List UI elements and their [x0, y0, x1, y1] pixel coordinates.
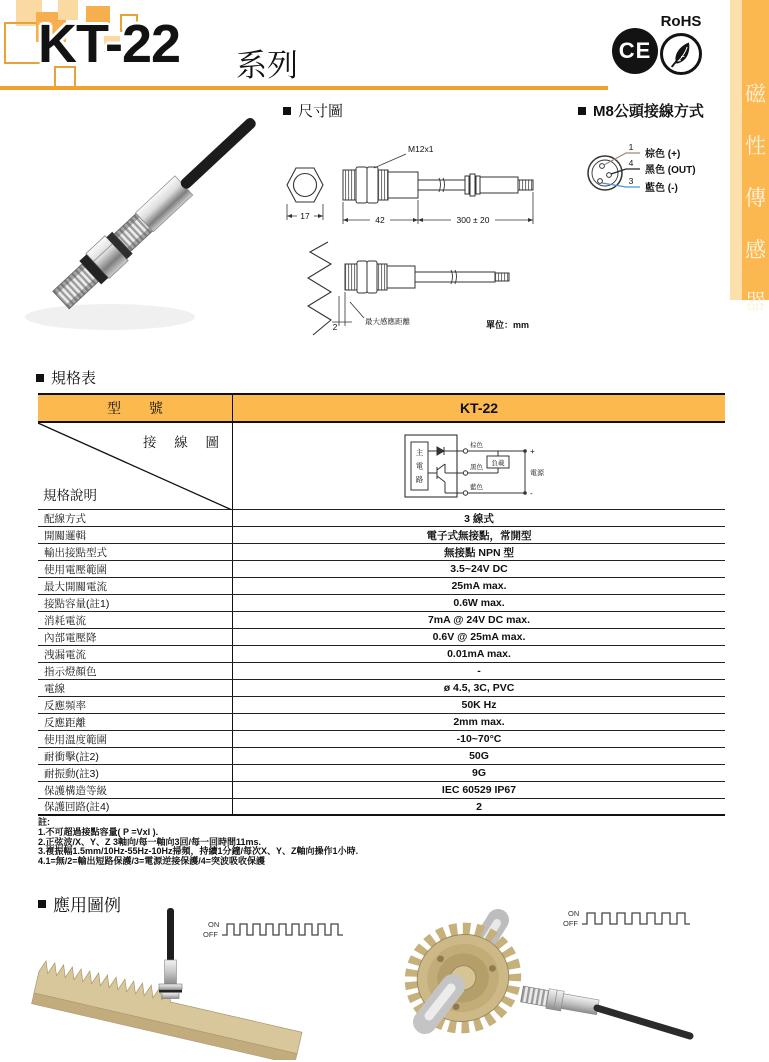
spec-row-label: 指示燈顏色	[44, 665, 97, 678]
pin-1	[600, 164, 605, 169]
spec-desc-label: 規格說明	[43, 488, 97, 503]
gear-teeth-profile	[308, 242, 331, 335]
spec-row	[38, 765, 725, 782]
minus-terminal: -	[530, 489, 533, 498]
page-subtitle: 系列	[236, 48, 298, 83]
spec-row-label: 保護構造等級	[44, 784, 107, 797]
m8-section-heading	[578, 100, 704, 121]
spec-row-label: 使用電壓範圍	[44, 563, 107, 576]
note-line: 3.複振幅1.5mm/10Hz-55Hz-10Hz掃頻，持續1分鐘/每次X、Y、Z軸向操作1小時.	[38, 846, 359, 857]
spec-row-label: 保護回路(註4)	[44, 801, 110, 813]
square-bullet-icon	[283, 107, 291, 115]
spec-row	[38, 595, 725, 612]
hex-nut-front-view	[287, 168, 323, 202]
spec-row-value: 2	[232, 799, 725, 814]
spec-row-value: 無接點 NPN 型	[232, 544, 725, 560]
m8-section-title: M8公頭接線方式	[593, 103, 704, 120]
wiring-diagram-label: 接 線 圖	[142, 435, 226, 450]
sidebar-char: 傳	[745, 187, 766, 210]
spec-row	[38, 748, 725, 765]
pointing-sensor	[520, 984, 599, 1017]
spec-row-value: -	[232, 663, 725, 679]
model-value-cell: KT-22	[232, 395, 725, 421]
square-wave	[582, 913, 690, 924]
spec-row-value: 3 線式	[232, 510, 725, 526]
square-wave	[222, 924, 343, 935]
waveform-on-label: ON	[568, 909, 580, 918]
application-rack-image	[15, 908, 355, 1060]
spec-row-label: 反應頻率	[44, 699, 86, 712]
spec-row-value: 電子式無接點，常開型	[232, 527, 725, 543]
spec-row-label: 消耗電流	[44, 614, 86, 627]
note-line: 2.正弦波/X、Y、Z 3軸向/每一軸向3回/每一回時間11ms.	[38, 836, 262, 847]
spec-section-title: 規格表	[51, 370, 97, 387]
sidebar-char: 感	[745, 239, 766, 262]
m8-pinout-diagram	[578, 135, 733, 205]
black-wire-label: 黑色	[470, 464, 483, 471]
pin3-label: 藍色 (-)	[645, 183, 678, 194]
spec-row-label: 耐衝擊(註2)	[44, 750, 99, 763]
pin-3	[598, 179, 603, 184]
spec-row	[38, 561, 725, 578]
spec-table-header	[38, 393, 725, 423]
spec-row-label: 開關邏輯	[44, 529, 86, 542]
spec-row-label: 配線方式	[44, 512, 86, 525]
body-length-value: 42	[375, 215, 385, 225]
wiring-circuit-diagram	[399, 427, 559, 505]
header-underline	[0, 86, 608, 90]
sensor-side-view	[343, 167, 533, 203]
page-title: KT-22	[38, 14, 181, 74]
notes-title: 註:	[38, 817, 50, 827]
square-bullet-icon	[36, 374, 44, 382]
spec-row-label: 內部電壓降	[44, 631, 97, 644]
spec-row-label: 使用溫度範圍	[44, 733, 107, 746]
square-bullet-icon	[578, 107, 586, 115]
spec-row	[38, 731, 725, 748]
spec-row-value: IEC 60529 IP67	[232, 782, 725, 798]
sensing-distance-drawing	[258, 240, 558, 342]
cable-length-value: 300 ± 20	[456, 215, 490, 225]
gap-value: 2	[332, 322, 338, 332]
sidebar-char: 器	[745, 291, 766, 314]
load-label: 負載	[491, 460, 505, 467]
main-circuit-label: 主電路	[415, 448, 424, 484]
spec-row-label: 接點容量(註1)	[44, 597, 110, 610]
dimension-section-heading	[283, 100, 343, 121]
spec-row	[38, 714, 725, 731]
applications-section-title: 應用圖例	[53, 896, 121, 915]
product-photo	[15, 112, 260, 352]
brown-wire-label: 棕色	[470, 442, 483, 449]
notes-block	[38, 818, 358, 867]
rohs-leaf-icon	[660, 33, 702, 75]
spec-row	[38, 544, 725, 561]
spec-row-value: 3.5~24V DC	[232, 561, 725, 577]
pin4-wire-black	[611, 169, 640, 174]
wiring-circuit-cell	[232, 423, 725, 509]
spec-row	[38, 629, 725, 646]
spec-row-value: 9G	[232, 765, 725, 781]
ce-mark-icon: CE	[612, 28, 658, 74]
pin1-number: 1	[628, 142, 634, 152]
spec-row	[38, 799, 725, 816]
spec-row-label: 耐振動(註3)	[44, 767, 99, 780]
square-bullet-icon	[38, 900, 46, 908]
note-line: 4.1=無/2=輸出短路保護/3=電源逆接保護/4=突波吸收保護	[38, 856, 266, 867]
sensor-side-view-2	[345, 261, 509, 293]
rohs-label: RoHS	[660, 13, 702, 30]
pin-4	[607, 173, 612, 178]
spec-row-value: 50K Hz	[232, 697, 725, 713]
pin1-wire-brown	[604, 153, 640, 165]
spec-row-value: 2mm max.	[232, 714, 725, 730]
unit-label: 單位：mm	[486, 320, 530, 330]
diagonal-cell	[38, 423, 232, 509]
output-waveform	[563, 909, 690, 928]
spec-row	[38, 510, 725, 527]
blue-wire-label: 藍色	[470, 484, 483, 491]
spec-section-heading	[36, 367, 96, 388]
model-header-cell: 型 號	[107, 400, 175, 416]
mounted-sensor	[159, 908, 182, 999]
waveform-on-label: ON	[208, 920, 220, 929]
spec-row-value: 7mA @ 24V DC max.	[232, 612, 725, 628]
sensor-cable	[597, 1008, 690, 1036]
pin3-wire-blue	[602, 183, 640, 187]
notes-items	[38, 828, 358, 867]
thread-spec-label: M12x1	[408, 144, 434, 154]
spec-row	[38, 646, 725, 663]
pin4-label: 黑色 (OUT)	[645, 165, 696, 176]
spec-row-label: 洩漏電流	[44, 648, 86, 661]
pin1-label: 棕色 (+)	[645, 149, 681, 160]
spec-row-label: 最大開關電流	[44, 580, 107, 593]
spec-row-value: -10~70°C	[232, 731, 725, 747]
dimension-drawing-side-view	[258, 132, 558, 237]
spec-row	[38, 663, 725, 680]
waveform-off-label: OFF	[203, 930, 218, 939]
spec-row-label: 反應距離	[44, 716, 86, 729]
power-label: 電源	[530, 470, 544, 477]
waveform-off-label: OFF	[563, 919, 578, 928]
sidebar-vertical-text	[742, 78, 769, 316]
spec-row	[38, 578, 725, 595]
spec-row	[38, 697, 725, 714]
spec-row-value: 50G	[232, 748, 725, 764]
output-waveform	[203, 920, 343, 939]
spec-row-value: 0.6V @ 25mA max.	[232, 629, 725, 645]
gap-dimension	[332, 292, 352, 326]
spec-table-body	[38, 510, 725, 816]
spec-row-value: 0.01mA max.	[232, 646, 725, 662]
spec-row	[38, 680, 725, 697]
application-gear-image	[385, 898, 730, 1060]
spec-row	[38, 782, 725, 799]
hex-width-value: 17	[300, 211, 310, 221]
spec-row-label: 輸出接點型式	[44, 546, 107, 559]
max-sensing-label: 最大感應距離	[365, 317, 410, 326]
sidebar-char: 磁	[745, 83, 766, 106]
spec-row-value: 25mA max.	[232, 578, 725, 594]
spec-row	[38, 527, 725, 544]
sidebar-char: 性	[745, 135, 766, 158]
dimension-section-title: 尺寸圖	[298, 103, 344, 120]
pin4-number: 4	[628, 158, 634, 168]
diagonal-header-row	[38, 423, 725, 510]
spec-row-value: ø 4.5, 3C, PVC	[232, 680, 725, 696]
spec-row	[38, 612, 725, 629]
note-line: 1.不可超過接點容量( P =VxI ).	[38, 826, 159, 837]
pin3-number: 3	[628, 176, 634, 186]
spec-row-label: 電線	[44, 682, 65, 695]
spec-row-value: 0.6W max.	[232, 595, 725, 611]
spec-table	[38, 393, 725, 816]
plus-terminal: +	[530, 447, 535, 456]
